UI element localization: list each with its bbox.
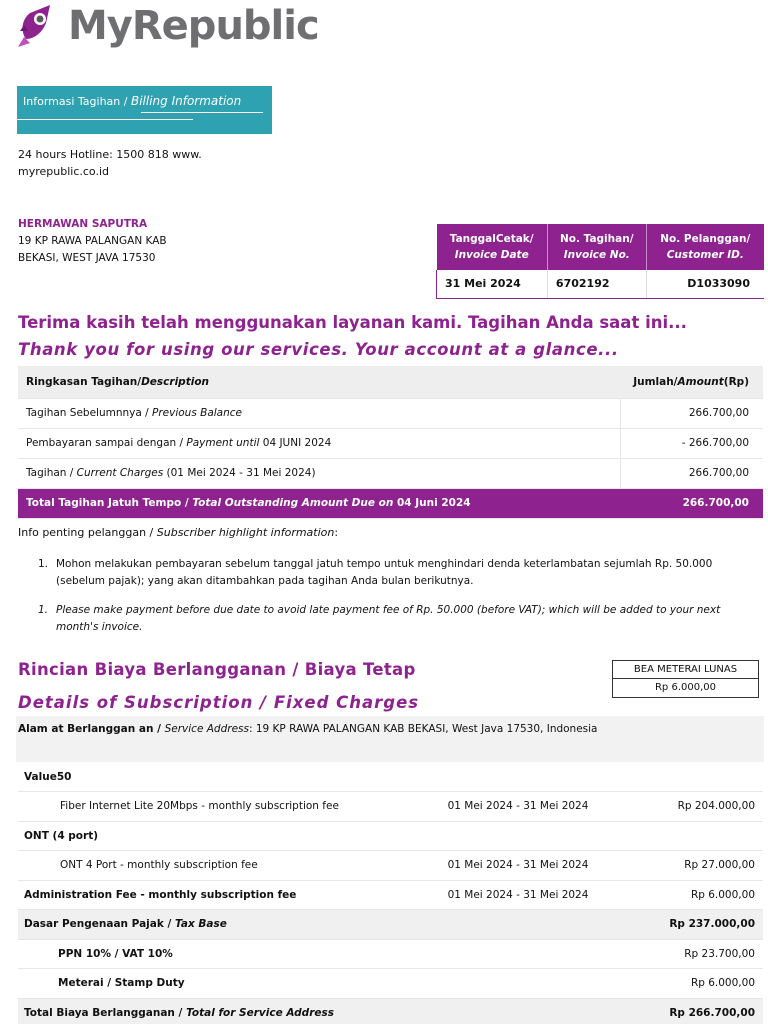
summary-row-amount: 266.700,00	[620, 458, 763, 488]
service-total-row	[18, 998, 763, 1024]
charge-item-desc: Fiber Internet Lite 20Mbps - monthly subscription fee	[18, 792, 423, 822]
summary-row	[18, 428, 763, 458]
summary-total-row	[18, 488, 763, 518]
customer-address-line2: BEKASI, WEST JAVA 17530	[18, 252, 156, 264]
invoice-no-value: 6702192	[547, 270, 646, 298]
subscriber-info-list	[38, 556, 760, 648]
invoice-date-value: 31 Mei 2024	[437, 270, 548, 298]
subscriber-info-title: Info penting pelanggan / Subscriber highlight information:	[18, 526, 339, 539]
summary-total-desc: Total Tagihan Jatuh Tempo / Total Outstanding Amount Due on 04 Juni 2024	[18, 488, 620, 518]
admin-fee-amount: Rp 6.000,00	[613, 880, 763, 910]
stamp-duty-value: Rp 6.000,00	[654, 682, 716, 693]
service-total-label: Total Biaya Berlangganan / Total for Service Address	[18, 998, 423, 1024]
stamp-row	[18, 969, 763, 999]
charge-item-desc: ONT 4 Port - monthly subscription fee	[18, 851, 423, 881]
hotline-line2: myrepublic.co.id	[18, 165, 109, 178]
details-heading-en: Details of Subscription / Fixed Charges	[18, 693, 420, 712]
summary-header-row	[18, 366, 763, 398]
charge-item-amount: Rp 204.000,00	[613, 792, 763, 822]
tax-base-amount: Rp 237.000,00	[613, 910, 763, 940]
summary-row	[18, 458, 763, 488]
customer-block	[18, 216, 167, 267]
stamp-label: Meterai / Stamp Duty	[18, 969, 423, 999]
summary-row-desc: Pembayaran sampai dengan / Payment until 04 JUNI 2024	[18, 428, 620, 458]
hotline-line1: 24 hours Hotline: 1500 818 www.	[18, 148, 202, 161]
charge-group-title: ONT (4 port)	[18, 821, 763, 851]
service-total-amount: Rp 266.700,00	[613, 998, 763, 1024]
thanks-heading-en: Thank you for using our services. Your account at a glance...	[18, 340, 619, 359]
summary-amount-header: Jumlah/Amount(Rp)	[620, 366, 763, 398]
charge-item-period: 01 Mei 2024 - 31 Mei 2024	[423, 851, 613, 881]
billing-summary-table	[18, 366, 763, 519]
info-item-id: 1. Mohon melakukan pembayaran sebelum tanggal jatuh tempo untuk menghindari denda keterlambatan sejumlah Rp. 50.000 (sebelum pajak); yang akan ditambahkan pada tagihan Anda bulan berikutnya.	[38, 558, 713, 587]
summary-row-desc: Tagihan / Current Charges (01 Mei 2024 - 31 Mei 2024)	[18, 458, 620, 488]
summary-row-amount: - 266.700,00	[620, 428, 763, 458]
customer-address-line1: 19 KP RAWA PALANGAN KAB	[18, 235, 167, 247]
stamp-duty-label: BEA METERAI LUNAS	[613, 661, 758, 679]
details-heading-id: Rincian Biaya Berlangganan / Biaya Tetap	[18, 660, 416, 679]
customer-id-header: No. Pelanggan/ Customer ID.	[646, 224, 764, 270]
summary-total-amount: 266.700,00	[620, 488, 763, 518]
invoice-no-header: No. Tagihan/ Invoice No.	[547, 224, 646, 270]
tax-base-label: Dasar Pengenaan Pajak / Tax Base	[18, 910, 423, 940]
vat-label: PPN 10% / VAT 10%	[18, 939, 423, 969]
brand-name: MyRepublic	[68, 3, 319, 49]
myrepublic-logo	[16, 0, 319, 52]
banner-label: Informasi Tagihan / Billing Information	[23, 94, 242, 108]
charge-group-title: Value50	[18, 762, 763, 792]
customer-name: HERMAWAN SAPUTRA	[18, 218, 148, 230]
admin-fee-row	[18, 880, 763, 910]
invoice-date-header: TanggalCetak/ Invoice Date	[437, 224, 548, 270]
charge-item-amount: Rp 27.000,00	[613, 851, 763, 881]
summary-row-desc: Tagihan Sebelumnnya / Previous Balance	[18, 398, 620, 428]
customer-id-value: D1033090	[646, 270, 764, 298]
info-item-en: 1. Please make payment before due date to avoid late payment fee of Rp. 50.000 (before VAT); which will be added to your next month's invoice.	[38, 604, 721, 633]
vat-amount: Rp 23.700,00	[613, 939, 763, 969]
summary-row	[18, 398, 763, 428]
banner-divider	[17, 119, 193, 120]
thanks-heading-id: Terima kasih telah menggunakan layanan kami. Tagihan Anda saat ini...	[18, 313, 687, 332]
invoice-meta-table	[436, 224, 764, 299]
charge-item-row	[18, 792, 763, 822]
summary-desc-header: Ringkasan Tagihan/Description	[18, 366, 620, 398]
banner-underline	[141, 112, 263, 113]
stamp-duty-box	[612, 660, 759, 698]
summary-row-amount: 266.700,00	[620, 398, 763, 428]
service-address: Alam at Berlanggan an / Service Address: 19 KP RAWA PALANGAN KAB BEKASI, West Java 17530, Indonesia	[16, 716, 764, 762]
stamp-amount: Rp 6.000,00	[613, 969, 763, 999]
admin-fee-desc: Administration Fee - monthly subscription fee	[18, 880, 423, 910]
admin-fee-period: 01 Mei 2024 - 31 Mei 2024	[423, 880, 613, 910]
charge-item-row	[18, 851, 763, 881]
tax-base-row	[18, 910, 763, 940]
billing-info-banner	[17, 86, 272, 134]
hotline-info	[18, 146, 202, 180]
charges-table	[18, 762, 763, 1024]
charge-item-period: 01 Mei 2024 - 31 Mei 2024	[423, 792, 613, 822]
vat-row	[18, 939, 763, 969]
rocket-icon	[16, 1, 66, 51]
